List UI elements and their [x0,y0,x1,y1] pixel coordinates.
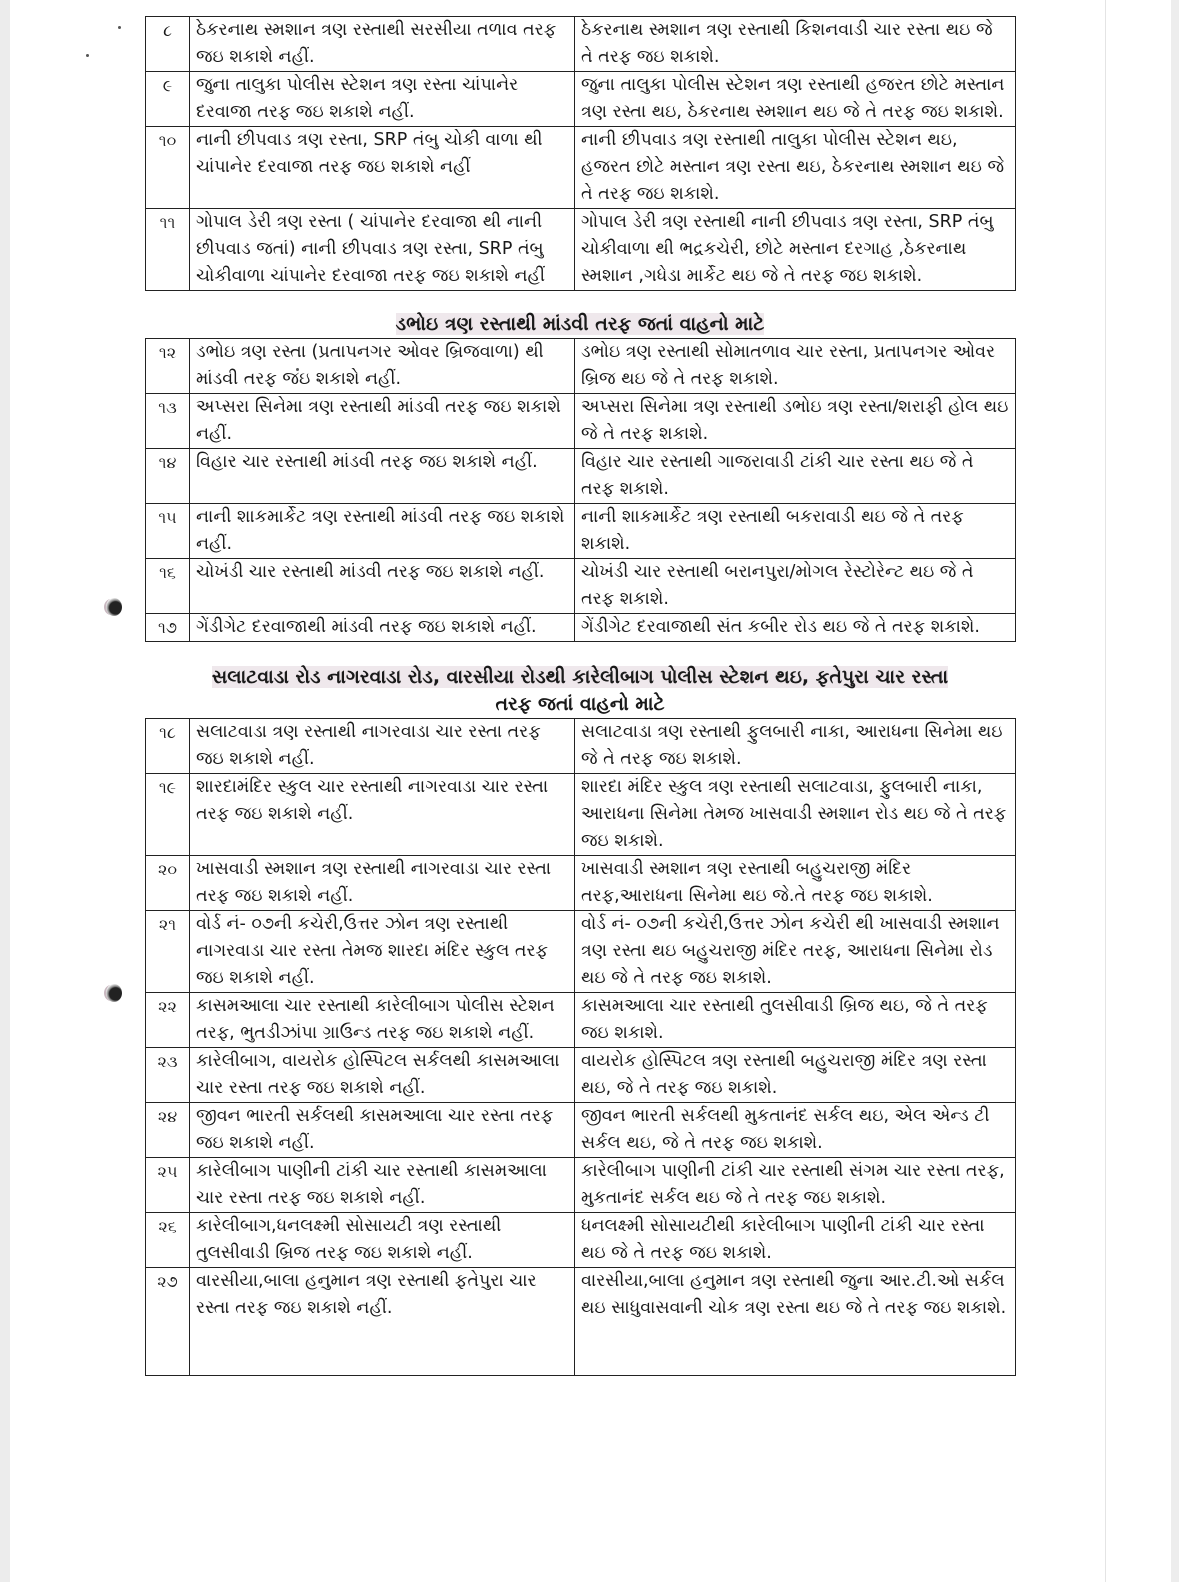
section-heading-text: ડભોઇ ત્રણ રસ્તાથી માંડવી તરફ જતાં વાહનો માટે [395,313,765,335]
alternate-route: નાની છીપવાડ ત્રણ રસ્તાથી તાલુકા પોલીસ સ્ટેશન થઇ, હજરત છોટે મસ્તાન ત્રણ રસ્તા થઇ, ઠેકરનાથ સ્મશાન થઇ જે તે તરફ જઇ શકાશે. [575,127,1016,209]
table-row [146,449,1016,504]
alternate-route: જીવન ભારતી સર્કલથી મુકતાનંદ સર્કલ થઇ, એલ એન્ડ ટી સર્કલ થઇ, જે તે તરફ જઇ શકાશે. [575,1103,1016,1158]
alternate-route: ગેંડીગેટ દરવાજાથી સંત કબીર રોડ થઇ જે તે તરફ શકાશે. [575,614,1016,642]
table-row [146,559,1016,614]
alternate-route: કારેલીબાગ પાણીની ટાંકી ચાર રસ્તાથી સંગમ ચાર રસ્તા તરફ, મુકતાનંદ સર્કલ થઇ જે તે તરફ જઇ શકાશે. [575,1158,1016,1213]
table-row [146,719,1016,774]
table-row [146,17,1016,72]
routes-table-1 [145,16,1016,291]
closed-route: ખાસવાડી સ્મશાન ત્રણ રસ્તાથી નાગરવાડા ચાર રસ્તા તરફ જઇ શકાશે નહીં. [190,856,575,911]
table-row [146,1213,1016,1268]
table-row [146,911,1016,993]
row-number: ૨૦ [146,856,190,911]
row-number: ૧૬ [146,559,190,614]
row-number: ૮ [146,17,190,72]
table-row [146,774,1016,856]
row-number: ૧૨ [146,339,190,394]
closed-route: કારેલીબાગ પાણીની ટાંકી ચાર રસ્તાથી કાસમઆલા ચાર રસ્તા તરફ જઇ શકાશે નહીં. [190,1158,575,1213]
section-heading-dabhoi [145,311,1015,338]
table-row [146,1158,1016,1213]
table-row [146,394,1016,449]
row-number: ૧૧ [146,209,190,291]
table-row [146,209,1016,291]
alternate-route: ગોપાલ ડેરી ત્રણ રસ્તાથી નાની છીપવાડ ત્રણ રસ્તા, SRP તંબુ ચોકીવાળા થી ભદ્રકચેરી, છોટે મસ્તાન દરગાહ ,ઠેકરનાથ સ્મશાન ,ગધેડા માર્કેટ થઇ જે તે તરફ જઇ શકાશે. [575,209,1016,291]
alternate-route: અપ્સરા સિનેમા ત્રણ રસ્તાથી ડભોઇ ત્રણ રસ્તા/શરાફી હોલ થઇ જે તે તરફ શકાશે. [575,394,1016,449]
closed-route: વિહાર ચાર રસ્તાથી માંડવી તરફ જઇ શકાશે નહીં. [190,449,575,504]
closed-route: ડભોઇ ત્રણ રસ્તા (પ્રતાપનગર ઓવર બ્રિજવાળા) થી માંડવી તરફ જઇ શકાશે નહીં. [190,339,575,394]
row-number: ૨૩ [146,1048,190,1103]
closed-route: સલાટવાડા ત્રણ રસ્તાથી નાગરવાડા ચાર રસ્તા તરફ જઇ શકાશે નહીં. [190,719,575,774]
row-number: ૧૩ [146,394,190,449]
closed-route: અપ્સરા સિનેમા ત્રણ રસ્તાથી માંડવી તરફ જઇ શકાશે નહીં. [190,394,575,449]
table-row [146,339,1016,394]
closed-route: ગોપાલ ડેરી ત્રણ રસ્તા ( ચાંપાનેર દરવાજા થી નાની છીપવાડ જતાં) નાની છીપવાડ ત્રણ રસ્તા, SRP તંબુ ચોકીવાળા ચાંપાનેર દરવાજા તરફ જઇ શકાશે નહીં [190,209,575,291]
punch-hole-icon [106,984,122,1002]
closed-route: ગેંડીગેટ દરવાજાથી માંડવી તરફ જઇ શકાશે નહીં. [190,614,575,642]
routes-table-3 [145,718,1016,1376]
scan-speck [118,26,121,29]
row-number: ૯ [146,72,190,127]
closed-route: કારેલીબાગ, વાયરોક હોસ્પિટલ સર્કલથી કાસમઆલા ચાર રસ્તા તરફ જઇ શકાશે નહીં. [190,1048,575,1103]
alternate-route: સલાટવાડા ત્રણ રસ્તાથી ફુલબારી નાકા, આરાધના સિનેમા થઇ જે તે તરફ જઇ શકાશે. [575,719,1016,774]
closed-route: કાસમઆલા ચાર રસ્તાથી કારેલીબાગ પોલીસ સ્ટેશન તરફ, ભુતડીઝાંપા ગ્રાઉન્ડ તરફ જઇ શકાશે નહીં. [190,993,575,1048]
table-row [146,1048,1016,1103]
closed-route: ચોખંડી ચાર રસ્તાથી માંડવી તરફ જઇ શકાશે નહીં. [190,559,575,614]
alternate-route: વાયરોક હોસ્પિટલ ત્રણ રસ્તાથી બહુચરાજી મંદિર ત્રણ રસ્તા થઇ, જે તે તરફ જઇ શકાશે. [575,1048,1016,1103]
closed-route: જુના તાલુકા પોલીસ સ્ટેશન ત્રણ રસ્તા ચાંપાનેર દરવાજા તરફ જઇ શકાશે નહીં. [190,72,575,127]
row-number: ૧૭ [146,614,190,642]
section-heading-salatwada-line2 [145,691,1015,718]
closed-route: જીવન ભારતી સર્કલથી કાસમઆલા ચાર રસ્તા તરફ જઇ શકાશે નહીં. [190,1103,575,1158]
closed-route: વોર્ડ નં- ૦૭ની કચેરી,ઉત્તર ઝોન ત્રણ રસ્તાથી નાગરવાડા ચાર રસ્તા તેમજ શારદા મંદિર સ્કુલ તરફ જઇ શકાશે નહીં. [190,911,575,993]
alternate-route: ડભોઇ ત્રણ રસ્તાથી સોમાતળાવ ચાર રસ્તા, પ્રતાપનગર ઓવર બ્રિજ થઇ જે તે તરફ શકાશે. [575,339,1016,394]
alternate-route: જુના તાલુકા પોલીસ સ્ટેશન ત્રણ રસ્તાથી હજરત છોટે મસ્તાન ત્રણ રસ્તા થઇ, ઠેકરનાથ સ્મશાન થઇ જે તે તરફ જઇ શકાશે. [575,72,1016,127]
closed-route: કારેલીબાગ,ધનલક્ષ્મી સોસાયટી ત્રણ રસ્તાથી તુલસીવાડી બ્રિજ તરફ જઇ શકાશે નહીં. [190,1213,575,1268]
alternate-route: વારસીયા,બાલા હનુમાન ત્રણ રસ્તાથી જુના આર.ટી.ઓ સર્કલ થઇ સાધુવાસવાની ચોક ત્રણ રસ્તા થઇ જે તે તરફ જઇ શકાશે. [575,1268,1016,1376]
section-heading-line1: સલાટવાડા રોડ નાગરવાડા રોડ, વારસીયા રોડથી કારેલીબાગ પોલીસ સ્ટેશન થઇ, ફતેપુરા ચાર રસ્તા [211,666,949,688]
table-row [146,504,1016,559]
table-row [146,72,1016,127]
row-number: ૧૦ [146,127,190,209]
row-number: ૨૧ [146,911,190,993]
row-number: ૨૭ [146,1268,190,1376]
row-number: ૨૨ [146,993,190,1048]
table-row [146,856,1016,911]
row-number: ૨૫ [146,1158,190,1213]
section-heading-line2: તરફ જતાં વાહનો માટે [495,693,665,715]
routes-table-2 [145,338,1016,642]
viewer-right-margin [1171,0,1179,1582]
alternate-route: નાની શાકમાર્કેટ ત્રણ રસ્તાથી બકરાવાડી થઇ જે તે તરફ શકાશે. [575,504,1016,559]
alternate-route: ચોખંડી ચાર રસ્તાથી બરાનપુરા/મોગલ રેસ્ટોરેન્ટ થઇ જે તે તરફ શકાશે. [575,559,1016,614]
scan-speck [86,54,89,57]
alternate-route: ઠેકરનાથ સ્મશાન ત્રણ રસ્તાથી કિશનવાડી ચાર રસ્તા થઇ જે તે તરફ જઇ શકાશે. [575,17,1016,72]
table-row [146,127,1016,209]
row-number: ૨૪ [146,1103,190,1158]
traffic-diversion-document [145,16,1015,1376]
alternate-route: વોર્ડ નં- ૦૭ની કચેરી,ઉત્તર ઝોન કચેરી થી ખાસવાડી સ્મશાન ત્રણ રસ્તા થઇ બહુચરાજી મંદિર તરફ, આરાધના સિનેમા રોડ થઇ જે તે તરફ જઇ શકાશે. [575,911,1016,993]
page-edge-shadow [1105,0,1106,1582]
alternate-route: કાસમઆલા ચાર રસ્તાથી તુલસીવાડી બ્રિજ થઇ, જે તે તરફ જઇ શકાશે. [575,993,1016,1048]
row-number: ૧૯ [146,774,190,856]
section-heading-salatwada [145,664,1015,691]
alternate-route: શારદા મંદિર સ્કુલ ત્રણ રસ્તાથી સલાટવાડા, ફુલબારી નાકા, આરાધના સિનેમા તેમજ ખાસવાડી સ્મશાન રોડ થઇ જે તે તરફ જઇ શકાશે. [575,774,1016,856]
closed-route: નાની છીપવાડ ત્રણ રસ્તા, SRP તંબુ ચોકી વાળા થી ચાંપાનેર દરવાજા તરફ જઇ શકાશે નહીં [190,127,575,209]
alternate-route: ધનલક્ષ્મી સોસાયટીથી કારેલીબાગ પાણીની ટાંકી ચાર રસ્તા થઇ જે તે તરફ જઇ શકાશે. [575,1213,1016,1268]
row-number: ૨૬ [146,1213,190,1268]
closed-route: નાની શાકમાર્કેટ ત્રણ રસ્તાથી માંડવી તરફ જઇ શકાશે નહીં. [190,504,575,559]
table-row [146,1103,1016,1158]
alternate-route: વિહાર ચાર રસ્તાથી ગાજરાવાડી ટાંકી ચાર રસ્તા થઇ જે તે તરફ શકાશે. [575,449,1016,504]
row-number: ૧૫ [146,504,190,559]
row-number: ૧૮ [146,719,190,774]
punch-hole-icon [106,598,122,616]
alternate-route: ખાસવાડી સ્મશાન ત્રણ રસ્તાથી બહુચરાજી મંદિર તરફ,આરાધના સિનેમા થઇ જે.તે તરફ જઇ શકાશે. [575,856,1016,911]
closed-route: શારદામંદિર સ્કુલ ચાર રસ્તાથી નાગરવાડા ચાર રસ્તા તરફ જઇ શકાશે નહીં. [190,774,575,856]
closed-route: વારસીયા,બાલા હનુમાન ત્રણ રસ્તાથી ફતેપુરા ચાર રસ્તા તરફ જઇ શકાશે નહીં. [190,1268,575,1376]
table-row [146,993,1016,1048]
row-number: ૧૪ [146,449,190,504]
viewer-left-margin [0,0,10,1582]
table-row [146,614,1016,642]
table-row [146,1268,1016,1376]
closed-route: ઠેકરનાથ સ્મશાન ત્રણ રસ્તાથી સરસીયા તળાવ તરફ જઇ શકાશે નહીં. [190,17,575,72]
